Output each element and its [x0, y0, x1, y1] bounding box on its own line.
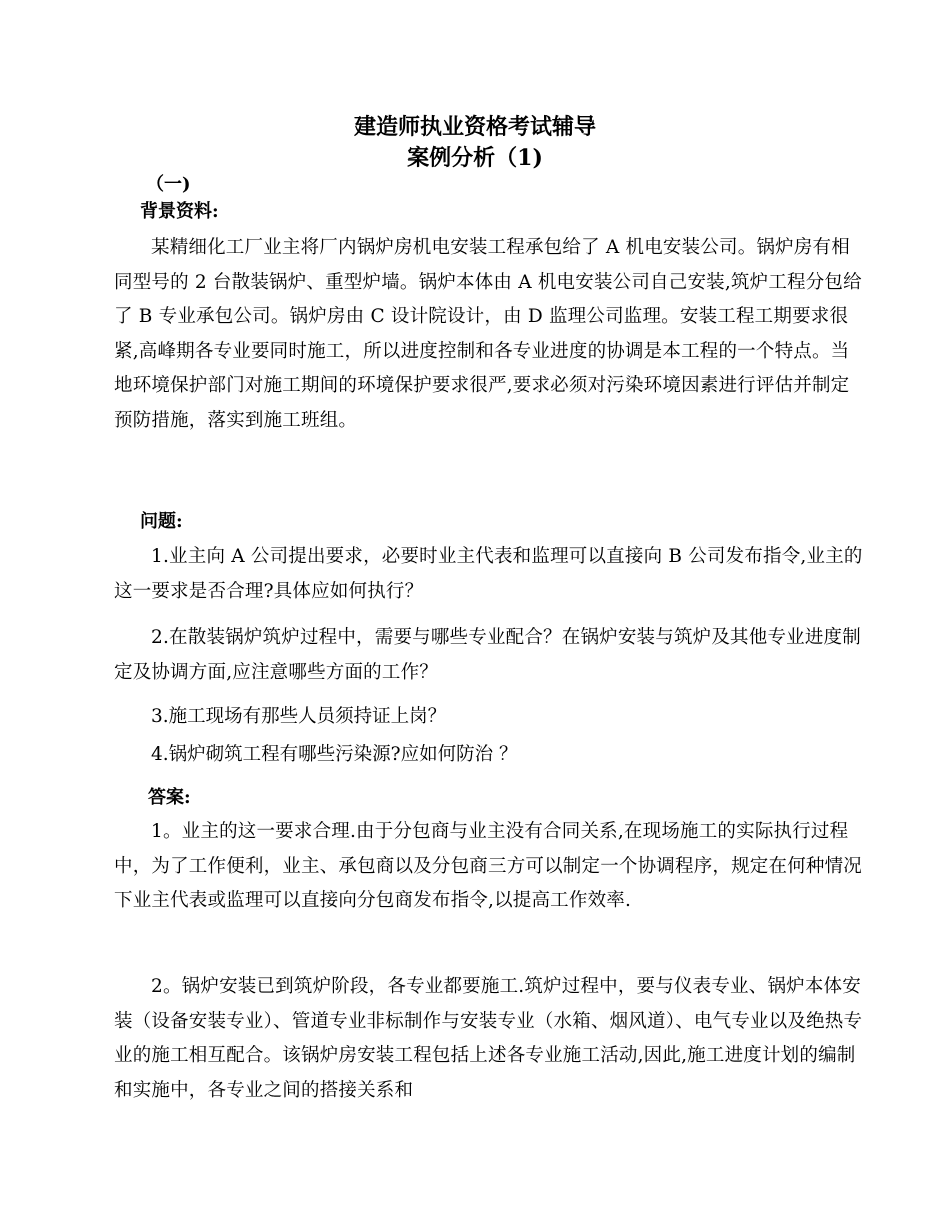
answers-heading: 答案: [148, 787, 191, 808]
document-subtitle: 案例分析（1) [407, 145, 543, 171]
section-number: （一) [146, 174, 191, 195]
question-item-4: 4.锅炉砌筑工程有哪些污染源?应如何防治 ？ [151, 744, 518, 765]
answer-item-1: 1。业主的这一要求合理.由于分包商与业主没有合同关系,在现场施工的实际执行过程中，为了工作便利，业主、承包商以及分包商三方可以制定一个协调程序，规定在何种情况下业主代表或监理可以直接向分包商发布指令,以提高工作效率. [114, 821, 863, 912]
background-paragraph: 某精细化工厂业主将厂内锅炉房机电安装工程承包给了 A 机电安装公司。锅炉房有相同型号的 2 台散装锅炉、重型炉墙。锅炉本体由 A 机电安装公司自己安装,筑炉工程分包给了 B 专业承包公司。锅炉房由 C 设计院设计，由 D 监理公司监理。安装工程工期要求很紧,高峰期各专业要同时施工，所以进度控制和各专业进度的协调是本工程的一个特点。当地环境保护部门对施工期间的环境保护要求很严,要求必须对污染环境因素进行评估并制定预防措施，落实到施工班组。 [114, 237, 862, 431]
question-item-2: 2.在散装锅炉筑炉过程中，需要与哪些专业配合？在锅炉安装与筑炉及其他专业进度制定及协调方面,应注意哪些方面的工作？ [114, 627, 861, 683]
answer-item-2: 2。锅炉安装已到筑炉阶段，各专业都要施工.筑炉过程中，要与仪表专业、锅炉本体安装（设备安装专业）、管道专业非标制作与安装专业（水箱、烟风道）、电气专业以及绝热专业的施工相互配合。该锅炉房安装工程包括上述各专业施工活动,因此,施工进度计划的编制和实施中，各专业之间的搭接关系和 [114, 976, 863, 1101]
question-item-3: 3.施工现场有那些人员须持证上岗？ [151, 706, 447, 727]
question-item-1: 1.业主向 A 公司提出要求，必要时业主代表和监理可以直接向 B 公司发布指令,业主的这一要求是否合理?具体应如何执行？ [114, 546, 863, 602]
document-title: 建造师执业资格考试辅导 [353, 114, 596, 140]
questions-heading: 问题: [140, 511, 183, 532]
background-heading: 背景资料: [140, 201, 219, 222]
